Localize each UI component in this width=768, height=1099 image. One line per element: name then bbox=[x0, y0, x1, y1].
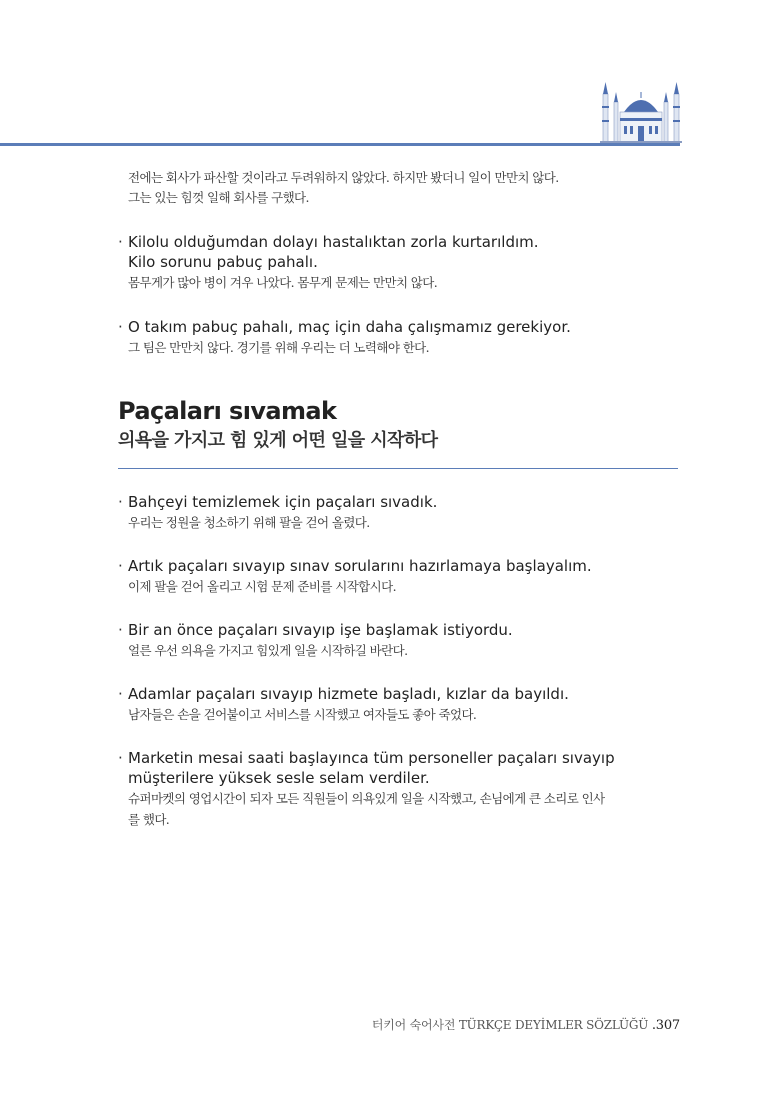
idiom-entry bbox=[118, 396, 688, 830]
example-korean: 슈퍼마켓의 영업시간이 되자 모든 직원들이 의욕있게 일을 시작했고, 손님에게 큰 소리로 인사 bbox=[128, 791, 605, 806]
example-item bbox=[118, 492, 688, 533]
header-rule bbox=[0, 143, 680, 146]
example-turkish: Adamlar paçaları sıvayıp hizmete başladı, kızlar da bayıldı. bbox=[128, 685, 569, 703]
mosque-icon bbox=[600, 78, 682, 144]
footer-title: 터키어 숙어사전 TÜRKÇE DEYİMLER SÖZLÜĞÜ bbox=[371, 1018, 649, 1032]
example-korean: 얼른 우선 의욕을 가지고 힘있게 일을 시작하길 바란다. bbox=[128, 643, 408, 658]
example-turkish: Marketin mesai saati başlayınca tüm personeller paçaları sıvayıp bbox=[128, 749, 615, 767]
example-turkish: O takım pabuç pahalı, maç için daha çalışmamız gerekiyor. bbox=[128, 318, 571, 336]
intro-translation bbox=[118, 168, 688, 208]
example-item bbox=[118, 748, 688, 830]
example-korean: 우리는 정원을 청소하기 위해 팔을 걷어 올렸다. bbox=[128, 515, 370, 530]
example-turkish: Bahçeyi temizlemek için paçaları sıvadık. bbox=[128, 493, 438, 511]
idiom-meaning: 의욕을 가지고 힘 있게 어떤 일을 시작하다 bbox=[118, 430, 438, 451]
example-korean: 를 했다. bbox=[128, 812, 170, 827]
idiom-title: Paçaları sıvamak bbox=[118, 397, 337, 425]
example-turkish: müşterilere yüksek sesle selam verdiler. bbox=[128, 769, 430, 787]
example-korean: 이제 팔을 걷어 올리고 시험 문제 준비를 시작합시다. bbox=[128, 579, 396, 594]
intro-line: 그는 있는 힘껏 일해 회사를 구했다. bbox=[128, 190, 309, 205]
example-item bbox=[118, 232, 688, 293]
example-korean: 그 팀은 만만치 않다. 경기를 위해 우리는 더 노력해야 한다. bbox=[128, 340, 430, 355]
example-turkish: Artık paçaları sıvayıp sınav sorularını hazırlamaya başlayalım. bbox=[128, 557, 592, 575]
page-number: .307 bbox=[651, 1018, 680, 1033]
prior-entry-continuation bbox=[118, 168, 688, 358]
example-item bbox=[118, 684, 688, 725]
idiom-divider bbox=[118, 468, 678, 469]
example-turkish: Bir an önce paçaları sıvayıp işe başlamak istiyordu. bbox=[128, 621, 513, 639]
example-turkish: Kilolu olduğumdan dolayı hastalıktan zorla kurtarıldım. bbox=[128, 233, 539, 251]
bullet: · bbox=[118, 233, 123, 251]
bullet: · bbox=[118, 557, 123, 575]
bullet: · bbox=[118, 621, 123, 639]
bullet: · bbox=[118, 318, 123, 336]
example-item bbox=[118, 317, 688, 358]
example-item bbox=[118, 556, 688, 597]
example-turkish: Kilo sorunu pabuç pahalı. bbox=[128, 253, 318, 271]
page-footer bbox=[372, 1016, 680, 1033]
bullet: · bbox=[118, 685, 123, 703]
example-korean: 몸무게가 많아 병이 겨우 나았다. 몸무게 문제는 만만치 않다. bbox=[128, 275, 438, 290]
intro-line: 전에는 회사가 파산할 것이라고 두려워하지 않았다. 하지만 봤더니 일이 만만치 않다. bbox=[128, 170, 559, 185]
bullet: · bbox=[118, 749, 123, 767]
example-item bbox=[118, 620, 688, 661]
example-korean: 남자들은 손을 걷어붙이고 서비스를 시작했고 여자들도 좋아 죽었다. bbox=[128, 707, 477, 722]
bullet: · bbox=[118, 493, 123, 511]
